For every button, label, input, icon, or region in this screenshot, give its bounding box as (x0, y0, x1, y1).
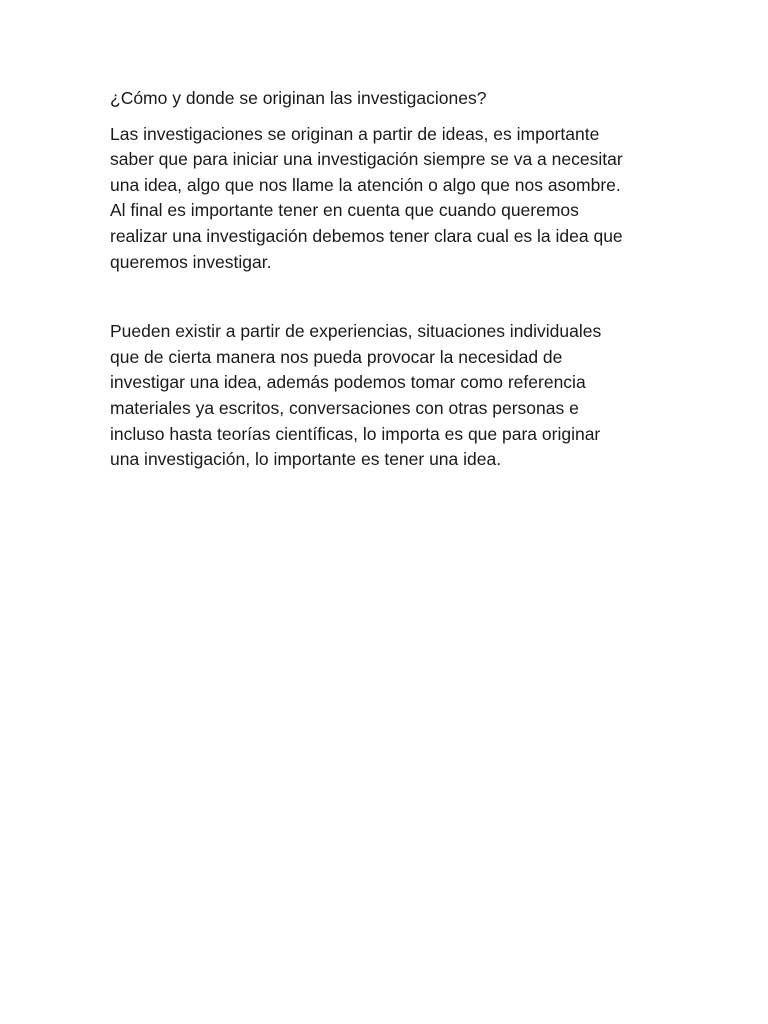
paragraph-line: Pueden existir a partir de experiencias, situaciones individuales (110, 321, 602, 342)
paragraph-line: una idea, algo que nos llame la atención o algo que nos asombre. (110, 174, 621, 195)
paragraph-line: queremos investigar. (110, 251, 272, 272)
paragraph-line: Las investigaciones se originan a partir de ideas, es importante (110, 123, 600, 144)
paragraph-line: una investigación, lo importante es tener una idea. (110, 449, 502, 470)
paragraph-line: saber que para iniciar una investigación siempre se va a necesitar (110, 149, 623, 170)
paragraph-line: realizar una investigación debemos tener clara cual es la idea que (110, 225, 623, 246)
paragraph-line: Al final es importante tener en cuenta que cuando queremos (110, 200, 579, 221)
paragraph-2 (110, 319, 670, 473)
question-text: ¿Cómo y donde se originan las investigaciones? (110, 88, 487, 108)
paragraph-line: que de cierta manera nos pueda provocar la necesidad de (110, 346, 563, 367)
paragraph-line: materiales ya escritos, conversaciones con otras personas e (110, 397, 579, 418)
question-heading (110, 86, 670, 112)
paragraph-1 (110, 122, 670, 276)
paragraph-line: incluso hasta teorías científicas, lo importa es que para originar (110, 423, 601, 444)
paragraph-line: investigar una idea, además podemos tomar como referencia (110, 372, 586, 393)
document-page (110, 86, 670, 473)
